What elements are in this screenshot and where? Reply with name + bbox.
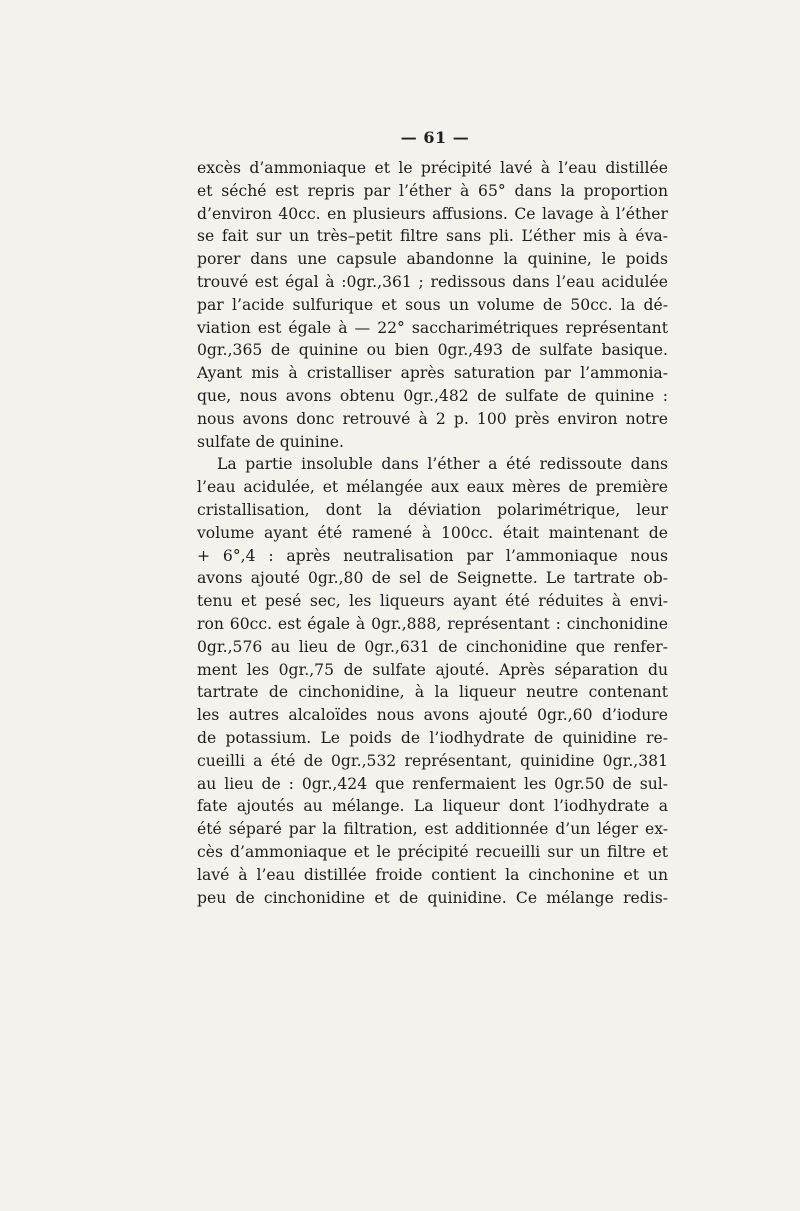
- text-line: cès d’ammoniaque et le précipité recueilli sur un filtre et: [197, 842, 668, 861]
- text-line: sulfate de quinine.: [197, 432, 344, 451]
- text-line: Ayant mis à cristalliser après saturation par l’ammonia-: [197, 364, 668, 383]
- text-line: et séché est repris par l’éther à 65° dans la proportion: [197, 181, 668, 200]
- text-line: cueilli a été de 0gr.,532 représentant, quinidine 0gr.,381: [197, 751, 668, 770]
- text-line: viation est égale à — 22° saccharimétriques représentant: [197, 318, 668, 337]
- text-line: + 6°,4 : après neutralisation par l’ammoniaque nous: [197, 546, 668, 565]
- text-line: au lieu de : 0gr.,424 que renfermaient les 0gr.50 de sul-: [197, 774, 668, 793]
- text-line: lavé à l’eau distillée froide contient la cinchonine et un: [197, 865, 668, 884]
- text-line: ron 60cc. est égale à 0gr.,888, représentant : cinchonidine: [197, 614, 668, 633]
- text-line: se fait sur un très–petit filtre sans pli. L’éther mis à éva-: [197, 227, 668, 246]
- text-line: que, nous avons obtenu 0gr.,482 de sulfate de quinine :: [197, 386, 668, 405]
- text-line: La partie insoluble dans l’éther a été redissoute dans: [217, 455, 668, 474]
- text-line: l’eau acidulée, et mélangée aux eaux mères de première: [197, 478, 668, 497]
- text-line: tenu et pesé sec, les liqueurs ayant été réduites à envi-: [197, 592, 668, 611]
- text-line: été séparé par la filtration, est additionnée d’un léger ex-: [197, 820, 668, 839]
- paragraph: [197, 453, 668, 909]
- text-line: 0gr.,365 de quinine ou bien 0gr.,493 de sulfate basique.: [197, 341, 668, 360]
- text-line: peu de cinchonidine et de quinidine. Ce mélange redis-: [197, 888, 668, 907]
- text-line: porer dans une capsule abandonne la quinine, le poids: [197, 250, 668, 269]
- text-line: tartrate de cinchonidine, à la liqueur neutre contenant: [197, 683, 668, 702]
- text-line: excès d’ammoniaque et le précipité lavé à l’eau distillée: [197, 159, 668, 177]
- page-number: — 61 —: [400, 128, 470, 147]
- text-line: fate ajoutés au mélange. La liqueur dont l’iodhydrate a: [197, 797, 668, 816]
- paragraph: [197, 157, 668, 453]
- text-line: cristallisation, dont la déviation polarimétrique, leur: [197, 500, 668, 519]
- text-line: ment les 0gr.,75 de sulfate ajouté. Après séparation du: [197, 660, 668, 679]
- text-line: nous avons donc retrouvé à 2 p. 100 près environ notre: [197, 409, 668, 428]
- text-line: trouvé est égal à :0gr.,361 ; redissous dans l’eau acidulée: [197, 272, 668, 291]
- text-line: les autres alcaloïdes nous avons ajouté 0gr.,60 d’iodure: [197, 706, 668, 725]
- text-line: 0gr.,576 au lieu de 0gr.,631 de cinchonidine que renfer-: [197, 637, 668, 656]
- text-line: avons ajouté 0gr.,80 de sel de Seignette. Le tartrate ob-: [197, 569, 668, 588]
- text-line: de potassium. Le poids de l’iodhydrate de quinidine re-: [197, 728, 668, 747]
- text-line: volume ayant été ramené à 100cc. était maintenant de: [197, 523, 668, 542]
- text-line: par l’acide sulfurique et sous un volume de 50cc. la dé-: [197, 295, 668, 314]
- body-text: [197, 157, 668, 909]
- text-line: d’environ 40cc. en plusieurs affusions. Ce lavage à l’éther: [197, 204, 668, 223]
